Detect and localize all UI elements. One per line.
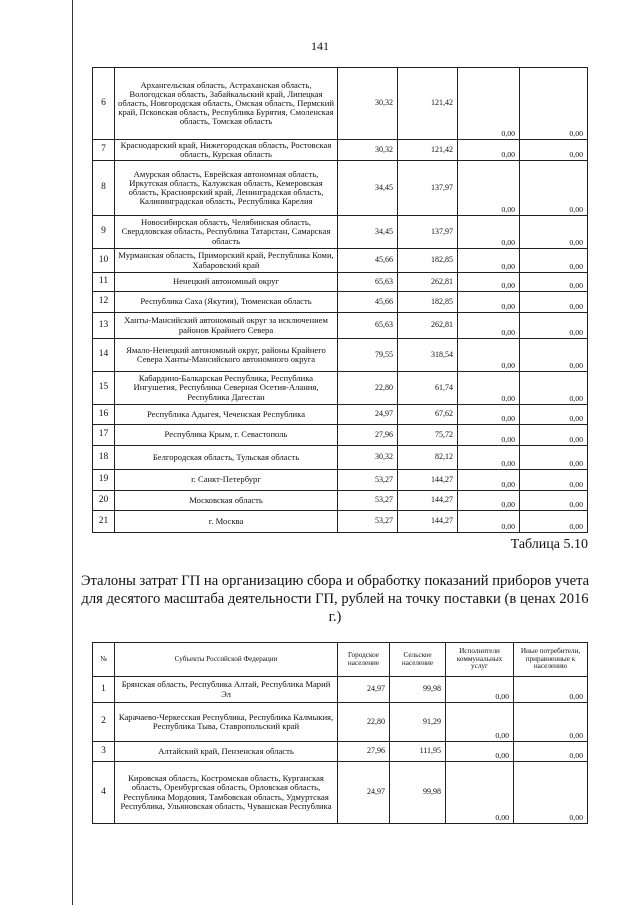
cell-subject: Брянская область, Республика Алтай, Республика Марий Эл [115, 677, 338, 703]
cell-n: 18 [93, 446, 115, 470]
cell-n: 12 [93, 292, 115, 313]
cell-subject: Кировская область, Костромская область, Курганская область, Оренбургская область, Орловская область, Республика Мордовия, Тамбовская область, Удмуртская Республика, Ульяновская область, Чувашская Республика [115, 762, 338, 824]
table-row [93, 425, 588, 446]
cell-other: 0,00 [520, 216, 588, 249]
cell-urban: 65,63 [338, 313, 398, 339]
cell-n: 1 [93, 677, 115, 703]
cell-subject: г. Москва [115, 511, 338, 533]
cell-other: 0,00 [514, 703, 588, 742]
cell-n: 6 [93, 68, 115, 140]
cell-n: 8 [93, 161, 115, 216]
page-number: 141 [311, 39, 329, 53]
cell-subject: Мурманская область, Приморский край, Республика Коми, Хабаровский край [115, 249, 338, 273]
cell-other: 0,00 [520, 446, 588, 470]
table-row [93, 313, 588, 339]
cell-urban: 24,97 [338, 405, 398, 425]
cell-urban: 30,32 [338, 68, 398, 140]
page-left-border [72, 0, 73, 905]
cell-urban: 53,27 [338, 511, 398, 533]
cell-urban: 45,66 [338, 249, 398, 273]
cell-other: 0,00 [514, 762, 588, 824]
table-heading: Эталоны затрат ГП на организацию сбора и обработку показаний приборов учета для десятого масштаба деятельности ГП, рублей на точку поставки (в ценах 2016 г.) [80, 573, 590, 625]
cell-rural: 182,85 [398, 292, 458, 313]
cell-n: 19 [93, 470, 115, 491]
cell-utility: 0,00 [458, 491, 520, 511]
cell-utility: 0,00 [458, 68, 520, 140]
cell-other: 0,00 [520, 339, 588, 372]
cell-subject: Алтайский край, Пензенская область [115, 742, 338, 762]
cell-n: 3 [93, 742, 115, 762]
cell-rural: 144,27 [398, 470, 458, 491]
cell-other: 0,00 [520, 372, 588, 405]
table-row [93, 249, 588, 273]
cell-n: 7 [93, 140, 115, 161]
cell-rural: 121,42 [398, 140, 458, 161]
table-row [93, 273, 588, 292]
cell-urban: 53,27 [338, 470, 398, 491]
cell-urban: 22,80 [338, 703, 390, 742]
cell-urban: 53,27 [338, 491, 398, 511]
table-row [93, 339, 588, 372]
cell-n: 4 [93, 762, 115, 824]
cell-subject: Республика Саха (Якутия), Тюменская область [115, 292, 338, 313]
cell-urban: 22,80 [338, 372, 398, 405]
cell-urban: 27,96 [338, 742, 390, 762]
cell-utility: 0,00 [458, 140, 520, 161]
cell-utility: 0,00 [458, 405, 520, 425]
cell-rural: 121,42 [398, 68, 458, 140]
cell-other: 0,00 [514, 677, 588, 703]
cell-other: 0,00 [520, 491, 588, 511]
table-row [93, 470, 588, 491]
cell-subject: Кабардино-Балкарская Республика, Республика Ингушетия, Республика Северная Осетия-Алания, Республика Дагестан [115, 372, 338, 405]
cell-utility: 0,00 [446, 742, 514, 762]
cell-other: 0,00 [520, 140, 588, 161]
cell-n: 10 [93, 249, 115, 273]
cost-table-continued [92, 67, 588, 533]
cell-other: 0,00 [520, 405, 588, 425]
cell-other: 0,00 [520, 292, 588, 313]
cell-rural: 75,72 [398, 425, 458, 446]
cell-utility: 0,00 [446, 677, 514, 703]
cell-subject: Амурская область, Еврейская автономная область, Иркутская область, Калужская область, Кемеровская область, Красноярский край, Ленинградская область, Калининградская область, Республика Карелия [115, 161, 338, 216]
cell-urban: 45,66 [338, 292, 398, 313]
table-label: Таблица 5.10 [510, 537, 588, 552]
table-row [93, 446, 588, 470]
cell-rural: 91,29 [390, 703, 446, 742]
cell-utility: 0,00 [446, 703, 514, 742]
cell-n: 11 [93, 273, 115, 292]
cell-utility: 0,00 [458, 216, 520, 249]
cell-utility: 0,00 [458, 372, 520, 405]
cell-other: 0,00 [520, 161, 588, 216]
cell-urban: 30,32 [338, 140, 398, 161]
cell-other: 0,00 [520, 511, 588, 533]
cell-urban: 65,63 [338, 273, 398, 292]
cell-n: 2 [93, 703, 115, 742]
cell-n: 16 [93, 405, 115, 425]
cell-utility: 0,00 [458, 161, 520, 216]
cell-rural: 61,74 [398, 372, 458, 405]
cell-rural: 318,54 [398, 339, 458, 372]
table-row [93, 491, 588, 511]
cell-rural: 182,85 [398, 249, 458, 273]
cell-utility: 0,00 [458, 249, 520, 273]
cell-utility: 0,00 [458, 339, 520, 372]
cell-other: 0,00 [520, 470, 588, 491]
table-row [93, 292, 588, 313]
cell-other: 0,00 [520, 273, 588, 292]
header-utility: Исполнители коммунальных услуг [446, 643, 514, 677]
table-row [93, 511, 588, 533]
cell-subject: Ямало-Ненецкий автономный округ, районы Крайнего Севера Ханты-Мансийского автономного округа [115, 339, 338, 372]
table-header-row [93, 643, 588, 677]
table-row [93, 677, 588, 703]
cell-subject: Московская область [115, 491, 338, 511]
cell-subject: Карачаево-Черкесская Республика, Республика Калмыкия, Республика Тыва, Ставропольский край [115, 703, 338, 742]
cell-utility: 0,00 [458, 511, 520, 533]
cell-urban: 34,45 [338, 216, 398, 249]
cell-utility: 0,00 [458, 470, 520, 491]
cell-subject: Новосибирская область, Челябинская область, Свердловская область, Республика Татарстан, Самарская область [115, 216, 338, 249]
cell-utility: 0,00 [458, 273, 520, 292]
header-other: Иные потребители, приравненные к населению [514, 643, 588, 677]
cell-rural: 262,81 [398, 273, 458, 292]
cell-urban: 30,32 [338, 446, 398, 470]
table-row [93, 140, 588, 161]
header-rural: Сельское население [390, 643, 446, 677]
cell-rural: 262,81 [398, 313, 458, 339]
cell-n: 17 [93, 425, 115, 446]
cell-n: 14 [93, 339, 115, 372]
cell-other: 0,00 [520, 425, 588, 446]
cell-urban: 24,97 [338, 762, 390, 824]
cell-n: 9 [93, 216, 115, 249]
table-row [93, 762, 588, 824]
header-number: № [93, 643, 115, 677]
cell-n: 21 [93, 511, 115, 533]
cell-subject: Архангельская область, Астраханская область, Вологодская область, Забайкальский край, Липецкая область, Новгородская область, Омская область, Пермский край, Псковская область, Республика Бурятия, Смоленская область, Томская область [115, 68, 338, 140]
cell-subject: Республика Адыгея, Чеченская Республика [115, 405, 338, 425]
table-row [93, 216, 588, 249]
cell-subject: Белгородская область, Тульская область [115, 446, 338, 470]
cell-rural: 99,98 [390, 762, 446, 824]
cell-rural: 137,97 [398, 161, 458, 216]
cell-other: 0,00 [520, 313, 588, 339]
cell-subject: г. Санкт-Петербург [115, 470, 338, 491]
header-urban: Городское население [338, 643, 390, 677]
cell-rural: 111,95 [390, 742, 446, 762]
cell-urban: 34,45 [338, 161, 398, 216]
cell-utility: 0,00 [458, 313, 520, 339]
cell-subject: Ненецкий автономный округ [115, 273, 338, 292]
cell-rural: 99,98 [390, 677, 446, 703]
cell-other: 0,00 [520, 249, 588, 273]
cost-table-5-10 [92, 642, 588, 824]
cell-urban: 79,55 [338, 339, 398, 372]
cell-other: 0,00 [520, 68, 588, 140]
cell-n: 13 [93, 313, 115, 339]
cell-rural: 144,27 [398, 491, 458, 511]
cell-subject: Республика Крым, г. Севастополь [115, 425, 338, 446]
cell-utility: 0,00 [458, 446, 520, 470]
cell-subject: Ханты-Мансийский автономный округ за исключением районов Крайнего Севера [115, 313, 338, 339]
cell-other: 0,00 [514, 742, 588, 762]
table-row [93, 68, 588, 140]
table-row [93, 161, 588, 216]
cell-urban: 27,96 [338, 425, 398, 446]
cell-rural: 67,62 [398, 405, 458, 425]
table-row [93, 742, 588, 762]
table-row [93, 703, 588, 742]
table-row [93, 372, 588, 405]
cell-utility: 0,00 [458, 425, 520, 446]
header-subject: Субъекты Российской Федерации [115, 643, 338, 677]
cell-utility: 0,00 [458, 292, 520, 313]
cell-utility: 0,00 [446, 762, 514, 824]
cell-n: 20 [93, 491, 115, 511]
table-row [93, 405, 588, 425]
cell-subject: Краснодарский край, Нижегородская область, Ростовская область, Курская область [115, 140, 338, 161]
cell-rural: 144,27 [398, 511, 458, 533]
cell-urban: 24,97 [338, 677, 390, 703]
cell-rural: 82,12 [398, 446, 458, 470]
cell-rural: 137,97 [398, 216, 458, 249]
cell-n: 15 [93, 372, 115, 405]
